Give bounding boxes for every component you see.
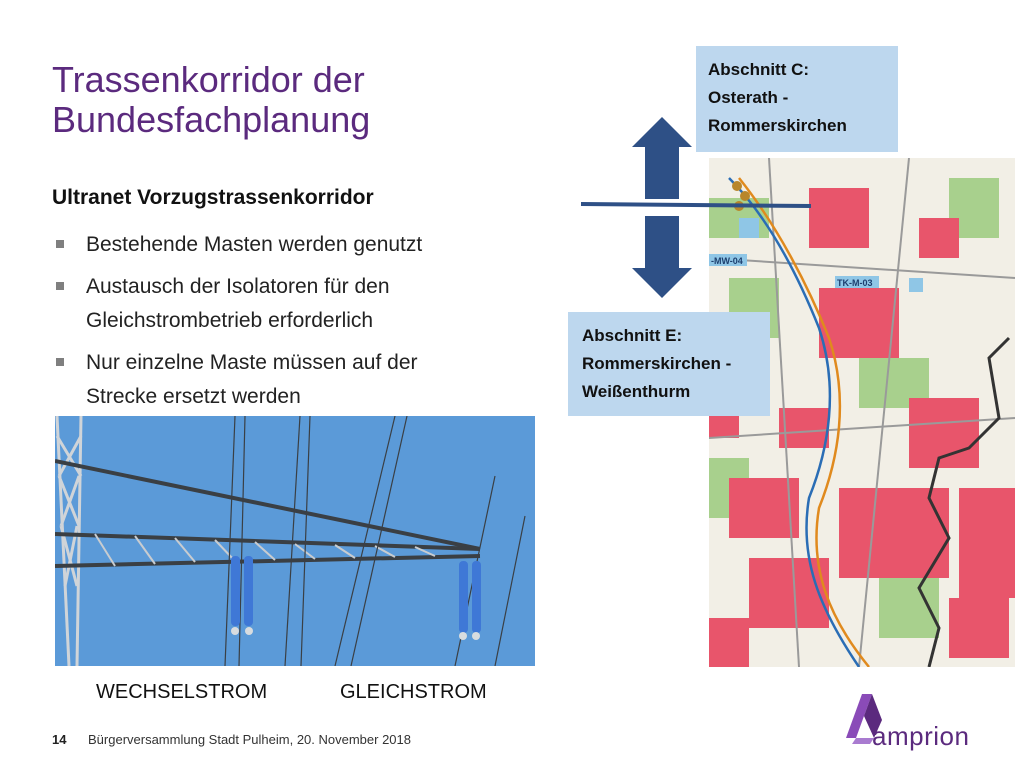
bullet-item: Austausch der Isolatoren für den Gleichstrombetrieb erforderlich [52,270,492,338]
map-label-tk: TK-M-03 [837,278,873,288]
section-e-label [568,312,770,416]
power-pylon-photo [55,416,535,666]
section-c-line-1: Abschnitt C: [708,60,810,79]
section-e-line-2: Rommerskirchen - [582,354,732,373]
section-c-line-3: Rommerskirchen [708,116,847,135]
slide-title [52,60,572,140]
caption-dc: GLEICHSTROM [340,681,487,703]
section-e-line-3: Weißenthurm [582,382,691,401]
title-line-2: Bundesfachplanung [52,99,371,140]
arrow-up-icon [632,117,692,199]
arrow-down-icon [632,216,692,298]
logo-wordmark: amprion [872,721,970,751]
bullet-list [52,228,492,422]
subheading: Ultranet Vorzugstrassenkorridor [52,186,374,209]
section-divider-line [581,204,811,206]
section-c-line-2: Osterath - [708,88,789,107]
section-c-label [696,46,898,152]
caption-ac: WECHSELSTROM [96,681,268,703]
bullet-item: Bestehende Masten werden genutzt [52,228,492,262]
map-label-mw: -MW-04 [711,256,743,266]
footer-text: Bürgerversammlung Stadt Pulheim, 20. November 2018 [88,732,411,747]
title-line-1: Trassenkorridor der [52,59,365,100]
section-e-line-1: Abschnitt E: [582,326,683,345]
bullet-item: Nur einzelne Maste müssen auf der Strecke ersetzt werden [52,346,492,414]
page-number: 14 [52,732,67,747]
